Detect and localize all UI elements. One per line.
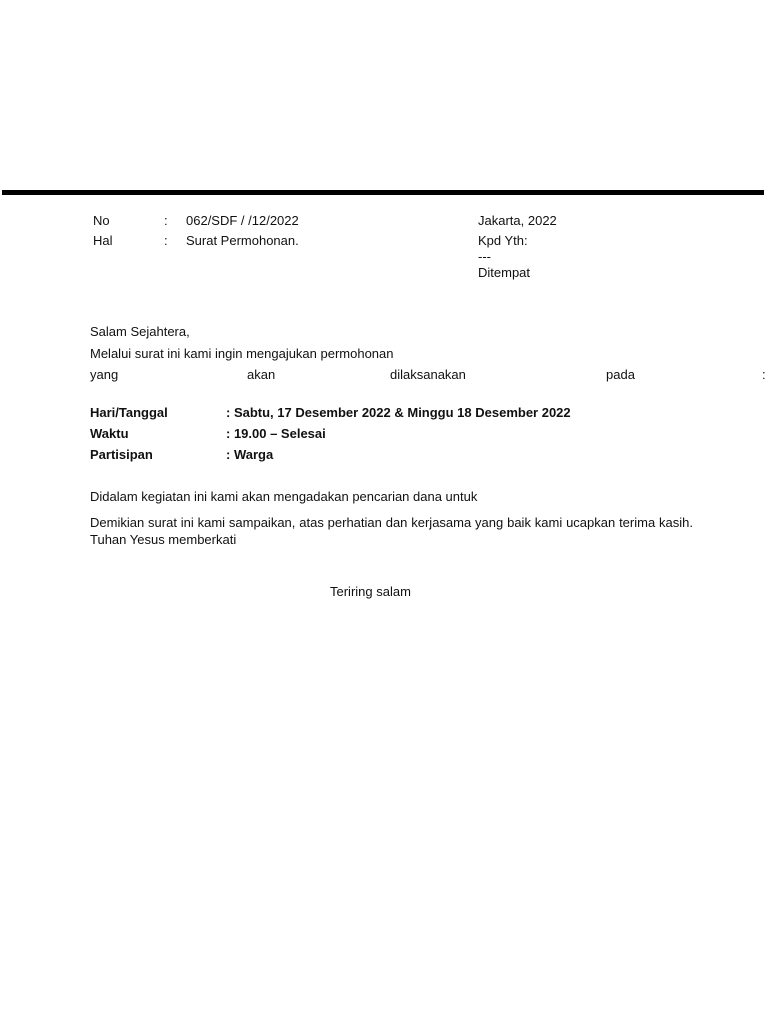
intro-word: pada [606, 367, 635, 382]
place-date: Jakarta, 2022 [478, 213, 557, 228]
letter-number-value: 062/SDF / /12/2022 [186, 213, 299, 228]
detail-value-time: : 19.00 – Selesai [226, 426, 326, 441]
intro-word: akan [247, 367, 276, 382]
letter-number-colon: : [164, 213, 168, 228]
intro-word: yang [90, 367, 119, 382]
intro-line-1: Melalui surat ini kami ingin mengajukan permohonan [90, 346, 394, 361]
closing-salutation: Teriring salam [330, 584, 411, 599]
subject-label: Hal [93, 233, 113, 248]
detail-label-time: Waktu [90, 426, 129, 441]
subject-colon: : [164, 233, 168, 248]
intro-word: dilaksanakan [390, 367, 466, 382]
detail-label-date: Hari/Tanggal [90, 405, 168, 420]
fundraising-paragraph: Didalam kegiatan ini kami akan mengadakan pencarian dana untuk [90, 489, 478, 504]
letter-number-label: No [93, 213, 110, 228]
closing-paragraph: Demikian surat ini kami sampaikan, atas perhatian dan kerjasama yang baik kami ucapkan terima kasih. Tuhan Yesus memberkati [90, 515, 693, 547]
greeting: Salam Sejahtera, [90, 324, 190, 339]
detail-value-participants: : Warga [226, 447, 274, 462]
recipient-name: --- [478, 249, 491, 264]
intro-word: : [762, 367, 766, 382]
recipient-prefix: Kpd Yth: [478, 233, 528, 248]
recipient-location: Ditempat [478, 265, 531, 280]
detail-label-participants: Partisipan [90, 447, 153, 462]
detail-value-date: : Sabtu, 17 Desember 2022 & Minggu 18 Desember 2022 [226, 405, 571, 420]
header-rule [2, 190, 764, 195]
subject-value: Surat Permohonan. [186, 233, 299, 248]
